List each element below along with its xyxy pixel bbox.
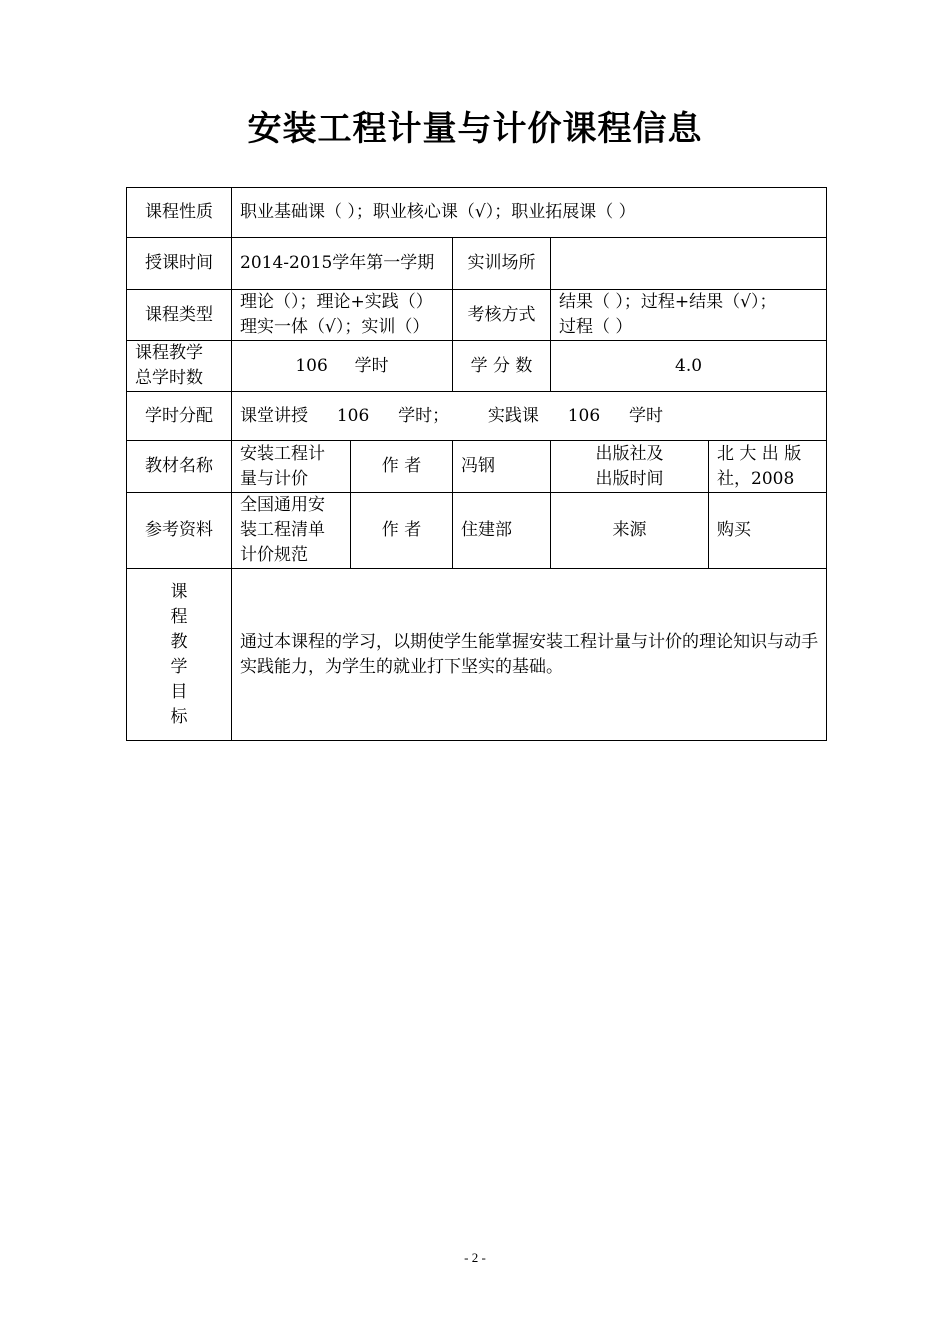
- label-publisher: [551, 441, 709, 493]
- textbook-name-line2: 量与计价: [240, 468, 308, 489]
- label-credits: 学 分 数: [453, 341, 551, 392]
- value-reference-author: 住建部: [453, 493, 551, 569]
- goal-label-char: 课: [170, 581, 188, 602]
- assessment-line1: 结果（ ）；过程+结果（√）；: [559, 292, 777, 312]
- label-assessment: 考核方式: [453, 290, 551, 341]
- lecture-hours: 106: [336, 405, 370, 426]
- course-info-table: [126, 187, 827, 741]
- goal-label-char: 学: [170, 656, 188, 677]
- row-reference: [127, 493, 827, 569]
- label-hour-distribution: 学时分配: [127, 392, 232, 441]
- label-course-type: 课程类型: [127, 290, 232, 341]
- textbook-name-line1: 安装工程计: [240, 443, 325, 464]
- goal-label-char: 教: [170, 631, 188, 652]
- value-reference-source: 购买: [709, 493, 827, 569]
- label-course-goal: [127, 569, 232, 741]
- label-reference-author: 作 者: [351, 493, 453, 569]
- practice-label: 实践课: [487, 405, 539, 426]
- label-training-venue: 实训场所: [453, 238, 551, 290]
- value-course-type: [232, 290, 453, 341]
- course-type-line2: 理实一体（√）；实训（）: [240, 317, 430, 337]
- total-hours-number: 106: [295, 355, 328, 376]
- goal-label-char: 目: [170, 681, 188, 702]
- reference-name-line1: 全国通用安: [240, 495, 325, 515]
- row-teaching-time: [127, 238, 827, 290]
- total-hours-label-line1: 课程教学: [135, 343, 203, 363]
- value-credits: 4.0: [551, 341, 827, 392]
- value-textbook-author: 冯钢: [453, 441, 551, 493]
- goal-label-char: 程: [170, 606, 188, 627]
- row-course-type: [127, 290, 827, 341]
- value-training-venue: [551, 238, 827, 290]
- goal-label-char: 标: [170, 706, 188, 727]
- practice-unit: 学时: [628, 405, 663, 426]
- label-textbook-author: 作 者: [351, 441, 453, 493]
- publisher-label-line2: 出版时间: [595, 468, 664, 489]
- row-total-hours: [127, 341, 827, 392]
- reference-name-line3: 计价规范: [240, 545, 308, 565]
- total-hours-unit: 学时: [354, 355, 389, 376]
- course-type-line1: 理论（）；理论+实践（）: [240, 292, 433, 312]
- total-hours-label-line2: 总学时数: [135, 368, 203, 388]
- row-textbook: [127, 441, 827, 493]
- page-number: - 2 -: [464, 1250, 486, 1265]
- row-course-nature: [127, 188, 827, 238]
- value-publisher: [709, 441, 827, 493]
- label-reference-source: 来源: [551, 493, 709, 569]
- value-total-hours: [232, 341, 453, 392]
- label-teaching-time: 授课时间: [127, 238, 232, 290]
- value-teaching-time: 2014-2015学年第一学期: [232, 238, 453, 290]
- value-reference-name: [232, 493, 351, 569]
- value-assessment: [551, 290, 827, 341]
- lecture-label: 课堂讲授: [240, 405, 308, 426]
- lecture-unit: 学时；: [398, 405, 450, 426]
- value-textbook-name: [232, 441, 351, 493]
- label-reference: 参考资料: [127, 493, 232, 569]
- label-textbook: 教材名称: [127, 441, 232, 493]
- value-course-nature: 职业基础课（ ）；职业核心课（√）；职业拓展课（ ）: [232, 188, 827, 238]
- row-course-goal: [127, 569, 827, 741]
- practice-hours: 106: [567, 405, 601, 426]
- reference-name-line2: 装工程清单: [240, 520, 325, 540]
- value-course-goal: 通过本课程的学习，以期使学生能掌握安装工程计量与计价的理论知识与动手实践能力，为学生的就业打下坚实的基础。: [232, 569, 827, 741]
- page-title: 安装工程计量与计价课程信息: [247, 109, 703, 149]
- assessment-line2: 过程（ ）: [559, 317, 633, 337]
- publisher-line1: 北 大 出 版: [717, 443, 802, 464]
- label-total-hours: [127, 341, 232, 392]
- publisher-label-line1: 出版社及: [595, 443, 664, 464]
- row-hour-distribution: [127, 392, 827, 441]
- value-hour-distribution: [232, 392, 827, 441]
- label-course-nature: 课程性质: [127, 188, 232, 238]
- publisher-line2: 社，2008: [717, 468, 795, 489]
